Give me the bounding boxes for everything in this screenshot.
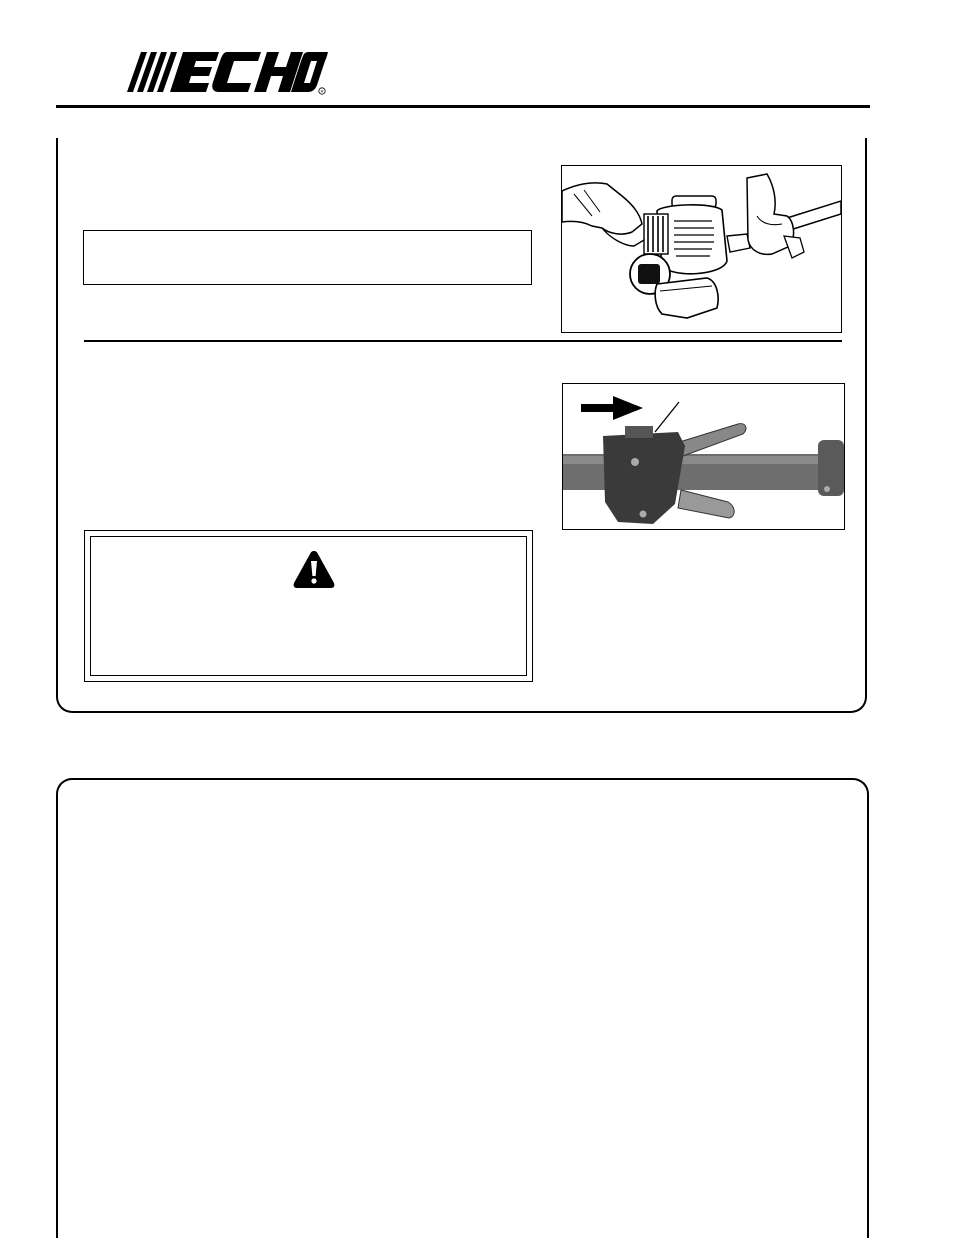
svg-text:R: R xyxy=(320,88,324,94)
throttle-figure xyxy=(562,383,845,530)
header-rule xyxy=(56,105,870,108)
instruction-panel-bottom xyxy=(56,778,869,1238)
note-box xyxy=(83,230,532,285)
engine-figure xyxy=(561,165,842,333)
warning-box xyxy=(84,530,533,682)
echo-logo xyxy=(123,52,328,98)
warning-box-inner xyxy=(90,536,527,676)
section-divider xyxy=(84,340,842,342)
engine-hands-illustration-icon xyxy=(562,166,841,332)
throttle-handle-photo-icon xyxy=(563,384,844,529)
warning-triangle-icon xyxy=(292,549,336,589)
